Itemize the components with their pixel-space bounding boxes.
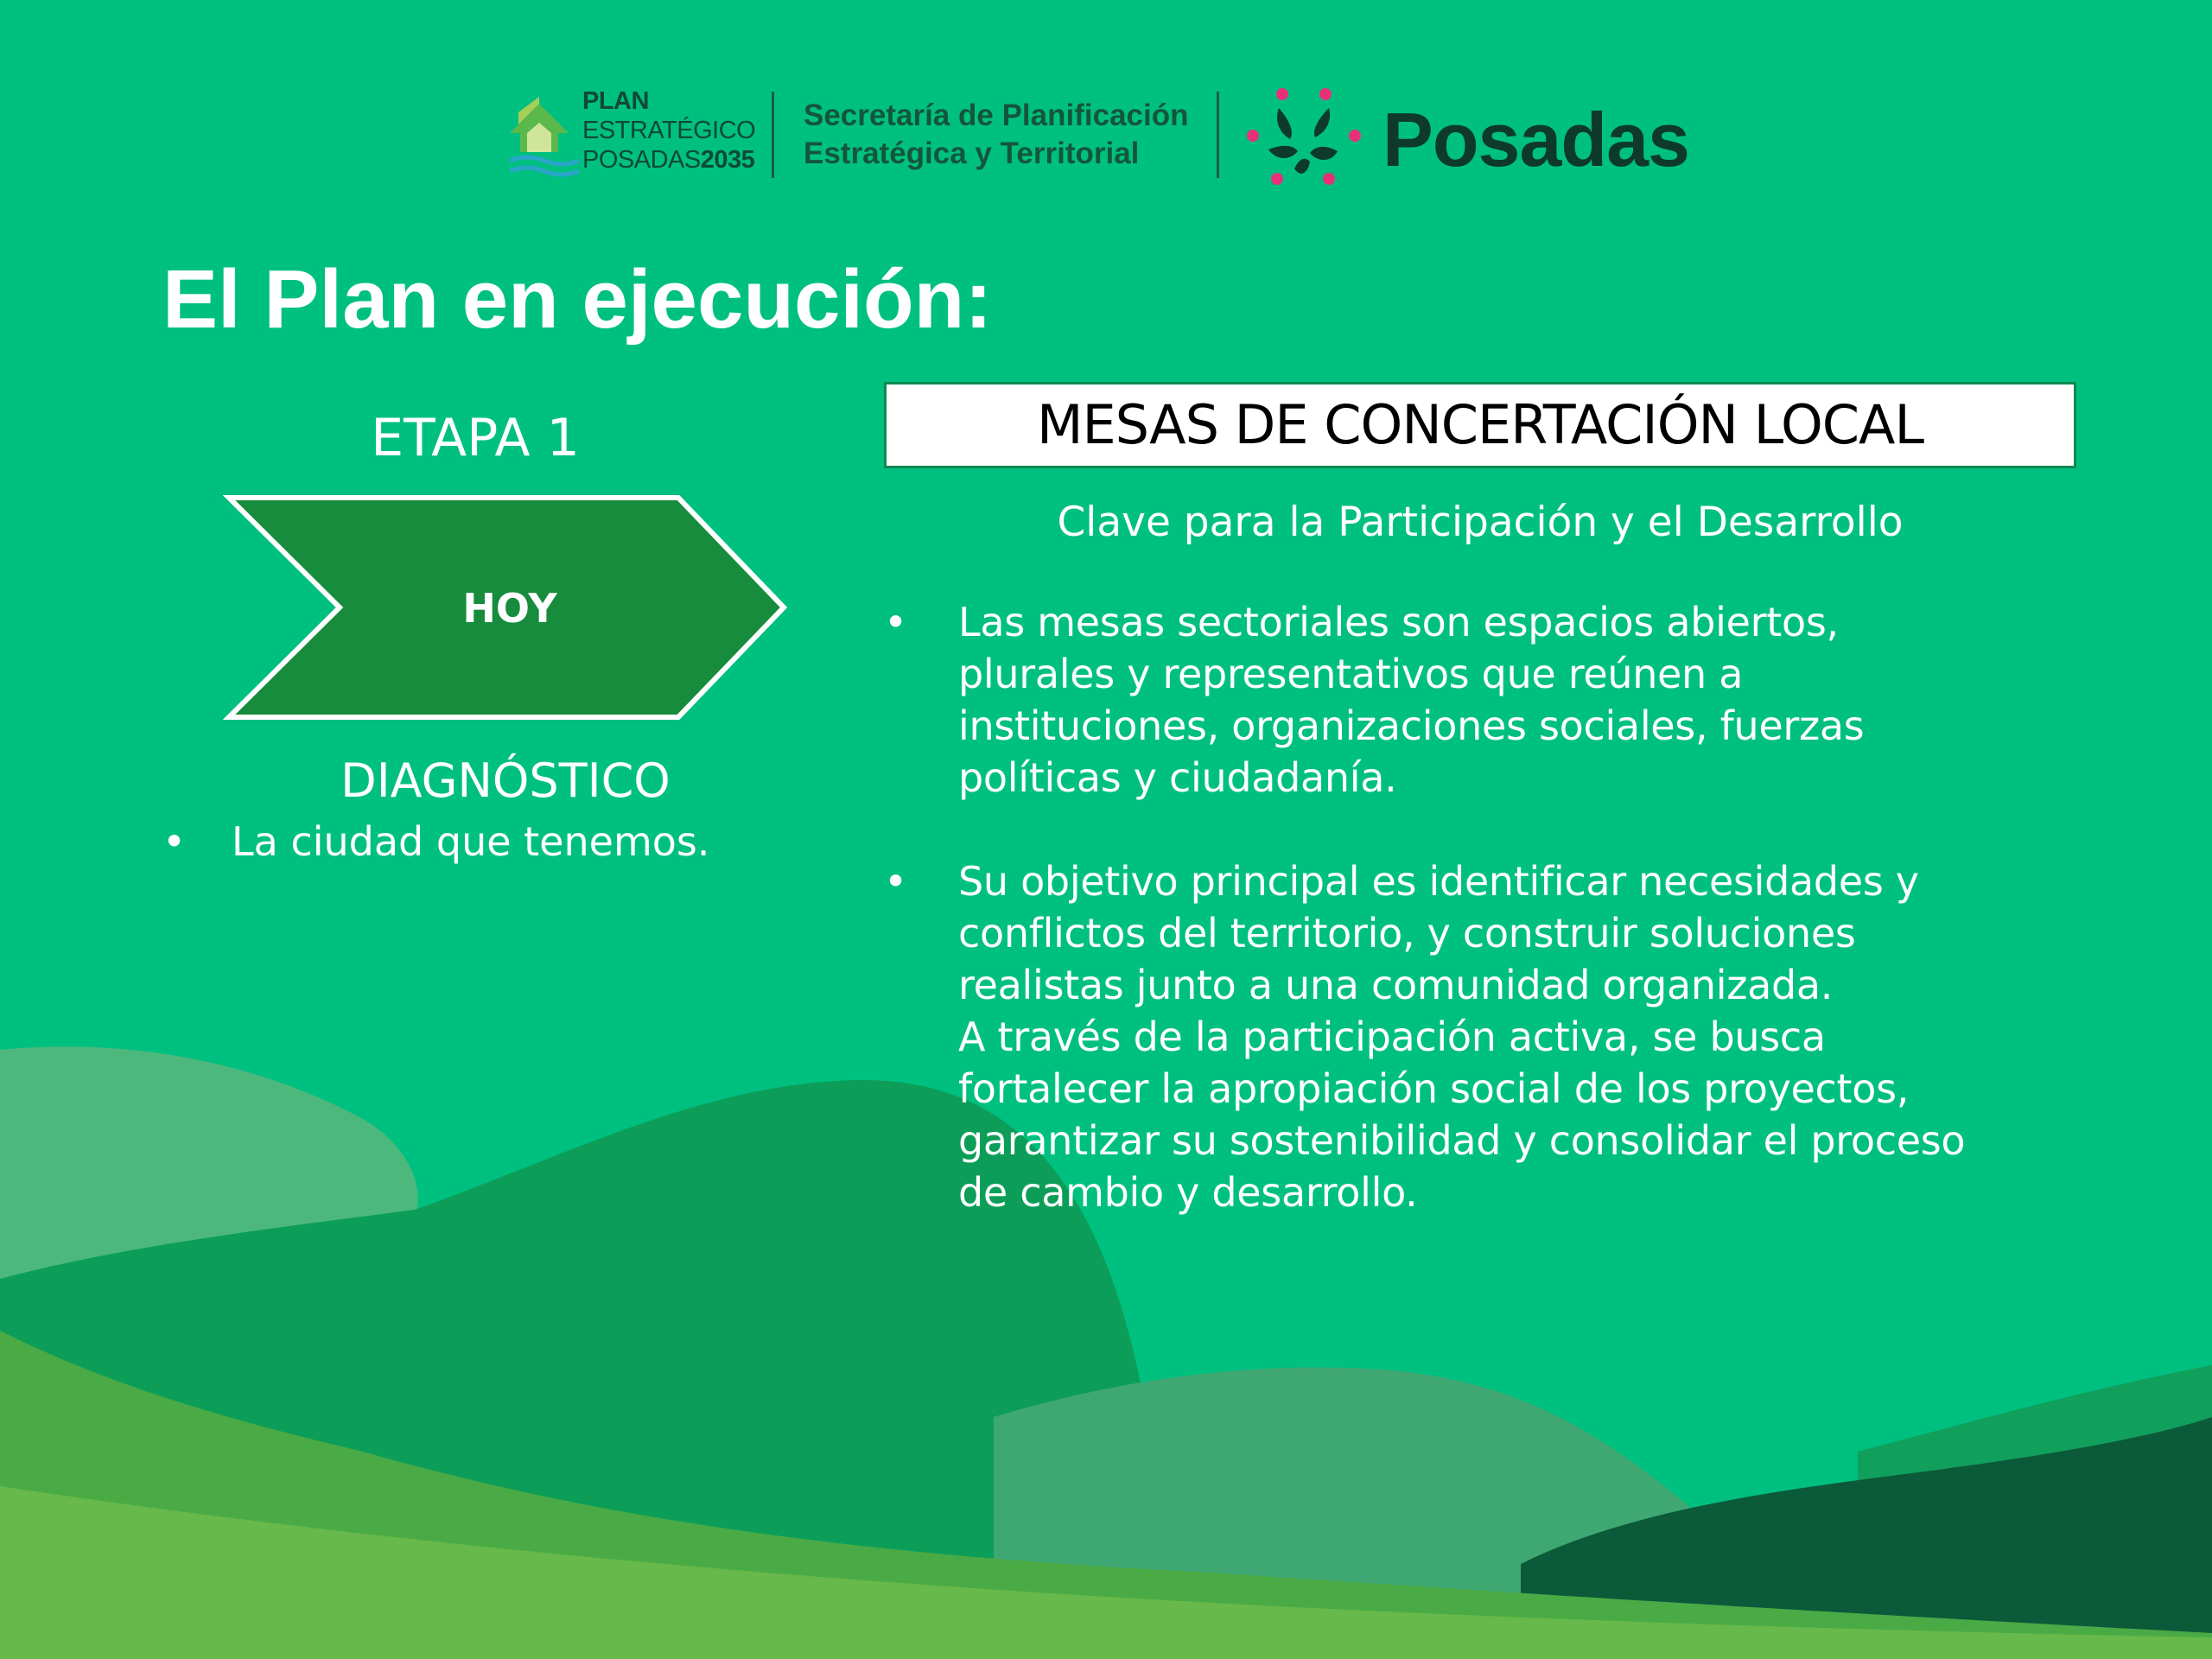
plan-house-icon	[510, 95, 579, 178]
plan-logo-year: 2035	[700, 146, 755, 174]
list-item	[884, 855, 2111, 1218]
bullet-line: plurales y representativos que reúnen a	[958, 651, 1744, 697]
mesas-title: MESAS DE CONCERTACIÓN LOCAL	[1036, 393, 1923, 456]
header-divider	[772, 92, 774, 178]
stage-label: ETAPA 1	[371, 408, 580, 468]
bullet-marker: •	[884, 599, 907, 645]
plan-logo-line1: PLAN	[582, 87, 649, 115]
bullet-line: Su objetivo principal es identificar necesidades y	[958, 858, 1919, 905]
bullet-line: políticas y ciudadanía.	[958, 754, 1397, 801]
bullet-line: fortalecer la apropiación social de los proyectos,	[958, 1065, 1910, 1112]
bullet-line: A través de la participación activa, se busca	[958, 1014, 1826, 1060]
header-divider	[1217, 92, 1219, 178]
bullet-line: Las mesas sectoriales son espacios abiertos,	[958, 599, 1839, 645]
mesas-title-box	[884, 382, 2076, 468]
bullet-line: instituciones, organizaciones sociales, fuerzas	[958, 702, 1865, 749]
secretaria-line2: Estratégica y Territorial	[804, 137, 1140, 170]
list-item	[884, 596, 2111, 804]
plan-estrategico-logo	[510, 86, 756, 181]
bullet-line: realistas junto a una comunidad organizada.	[958, 962, 1834, 1008]
secretaria-label	[804, 97, 1188, 173]
plan-logo-line2: ESTRATÉGICO	[582, 117, 756, 144]
posadas-wordmark: Posadas	[1382, 97, 1689, 182]
secretaria-line1: Secretaría de Planificación	[804, 99, 1189, 132]
phase-name: DIAGNÓSTICO	[340, 753, 671, 808]
bullet-line: conflictos del territorio, y construir soluciones	[958, 910, 1856, 957]
mesas-subtitle: Clave para la Participación y el Desarrollo	[1057, 499, 1904, 546]
stage-bullet	[162, 817, 709, 866]
posadas-flower-icon	[1243, 82, 1363, 194]
chevron-label: HOY	[462, 585, 557, 632]
stage-bullet-text: La ciudad que tenemos.	[232, 818, 710, 865]
bullet-line: de cambio y desarrollo.	[958, 1169, 1418, 1216]
mesas-bullet-list	[884, 596, 2111, 1270]
bullet-marker: •	[162, 818, 187, 865]
bullet-marker: •	[884, 858, 907, 905]
page-title: El Plan en ejecución:	[162, 253, 993, 346]
plan-logo-line3a: POSADAS	[582, 146, 701, 174]
bullet-line: garantizar su sostenibilidad y consolidar el proceso	[958, 1117, 1966, 1164]
